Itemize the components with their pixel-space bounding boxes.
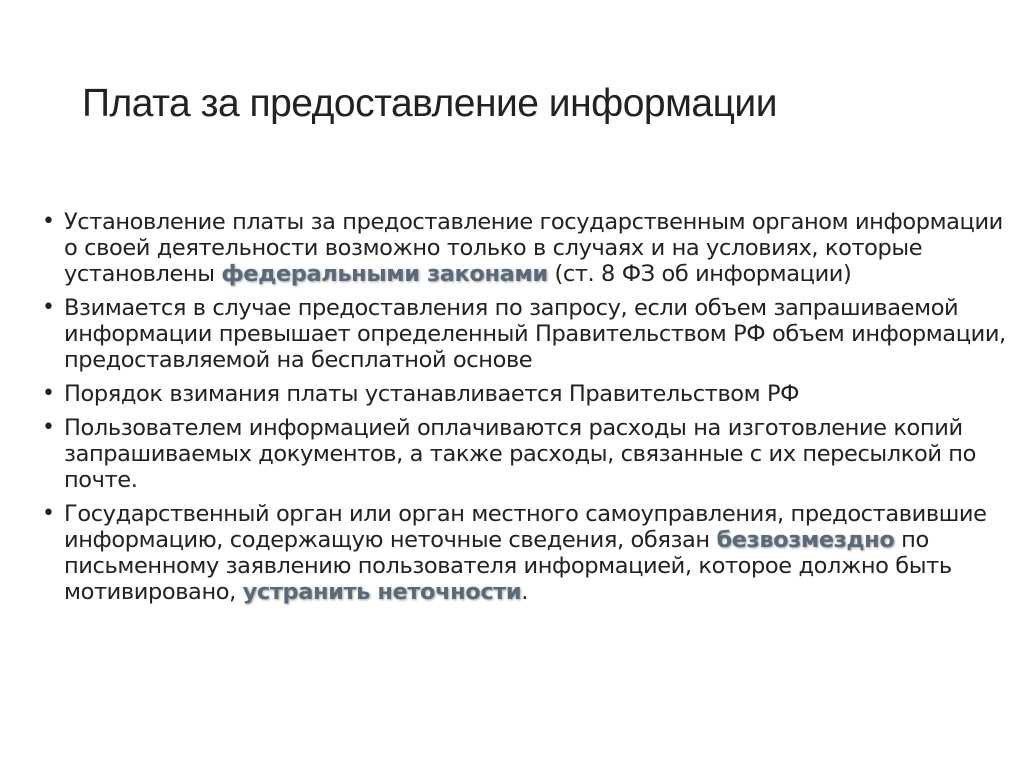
bullet-text-segment: Установление платы за предоставление государственным органом информации о своей деятельности возможно только в случаях и на условиях, которые установлены [64,209,1003,287]
highlight-correct-inaccuracies: устранить неточности [242,579,522,605]
bullet-marker: • [42,209,55,234]
bullet-item [40,415,1015,493]
bullet-text [64,209,1003,287]
bullet-text [64,501,987,605]
bullet-text-segment: (ст. 8 ФЗ об информации) [547,261,852,287]
slide-title: Плата за предоставление информации [82,82,777,125]
bullet-text-segment: по письменному заявлению пользователя информацией, которое должно быть мотивировано, [64,527,952,605]
bullet-item [40,381,1015,407]
bullet-text: Взимается в случае предоставления по запросу, если объем запрашиваемой информации превышает определенный Правительством РФ объем информации, предоставляемой на бесплатной основе [64,295,1006,373]
bullet-text-segment: . [521,579,529,605]
bullet-marker: • [42,501,55,526]
bullet-text: Пользователем информацией оплачиваются расходы на изготовление копий запрашиваемых документов, а также расходы, связанные с их пересылкой по почте. [64,415,976,493]
bullet-marker: • [42,295,55,320]
bullet-item [40,295,1015,373]
bullet-item [40,209,1015,287]
bullet-list [40,209,1015,613]
bullet-item [40,501,1015,605]
bullet-marker: • [42,415,55,440]
highlight-federal-laws: федеральными законами [221,261,548,287]
bullet-text-segment: Государственный орган или орган местного самоуправления, предоставившие информацию, содержащую неточные сведения, обязан [64,501,987,553]
bullet-marker: • [42,381,55,406]
bullet-text: Порядок взимания платы устанавливается Правительством РФ [64,381,800,407]
highlight-free-of-charge: безвозмездно [716,527,895,553]
